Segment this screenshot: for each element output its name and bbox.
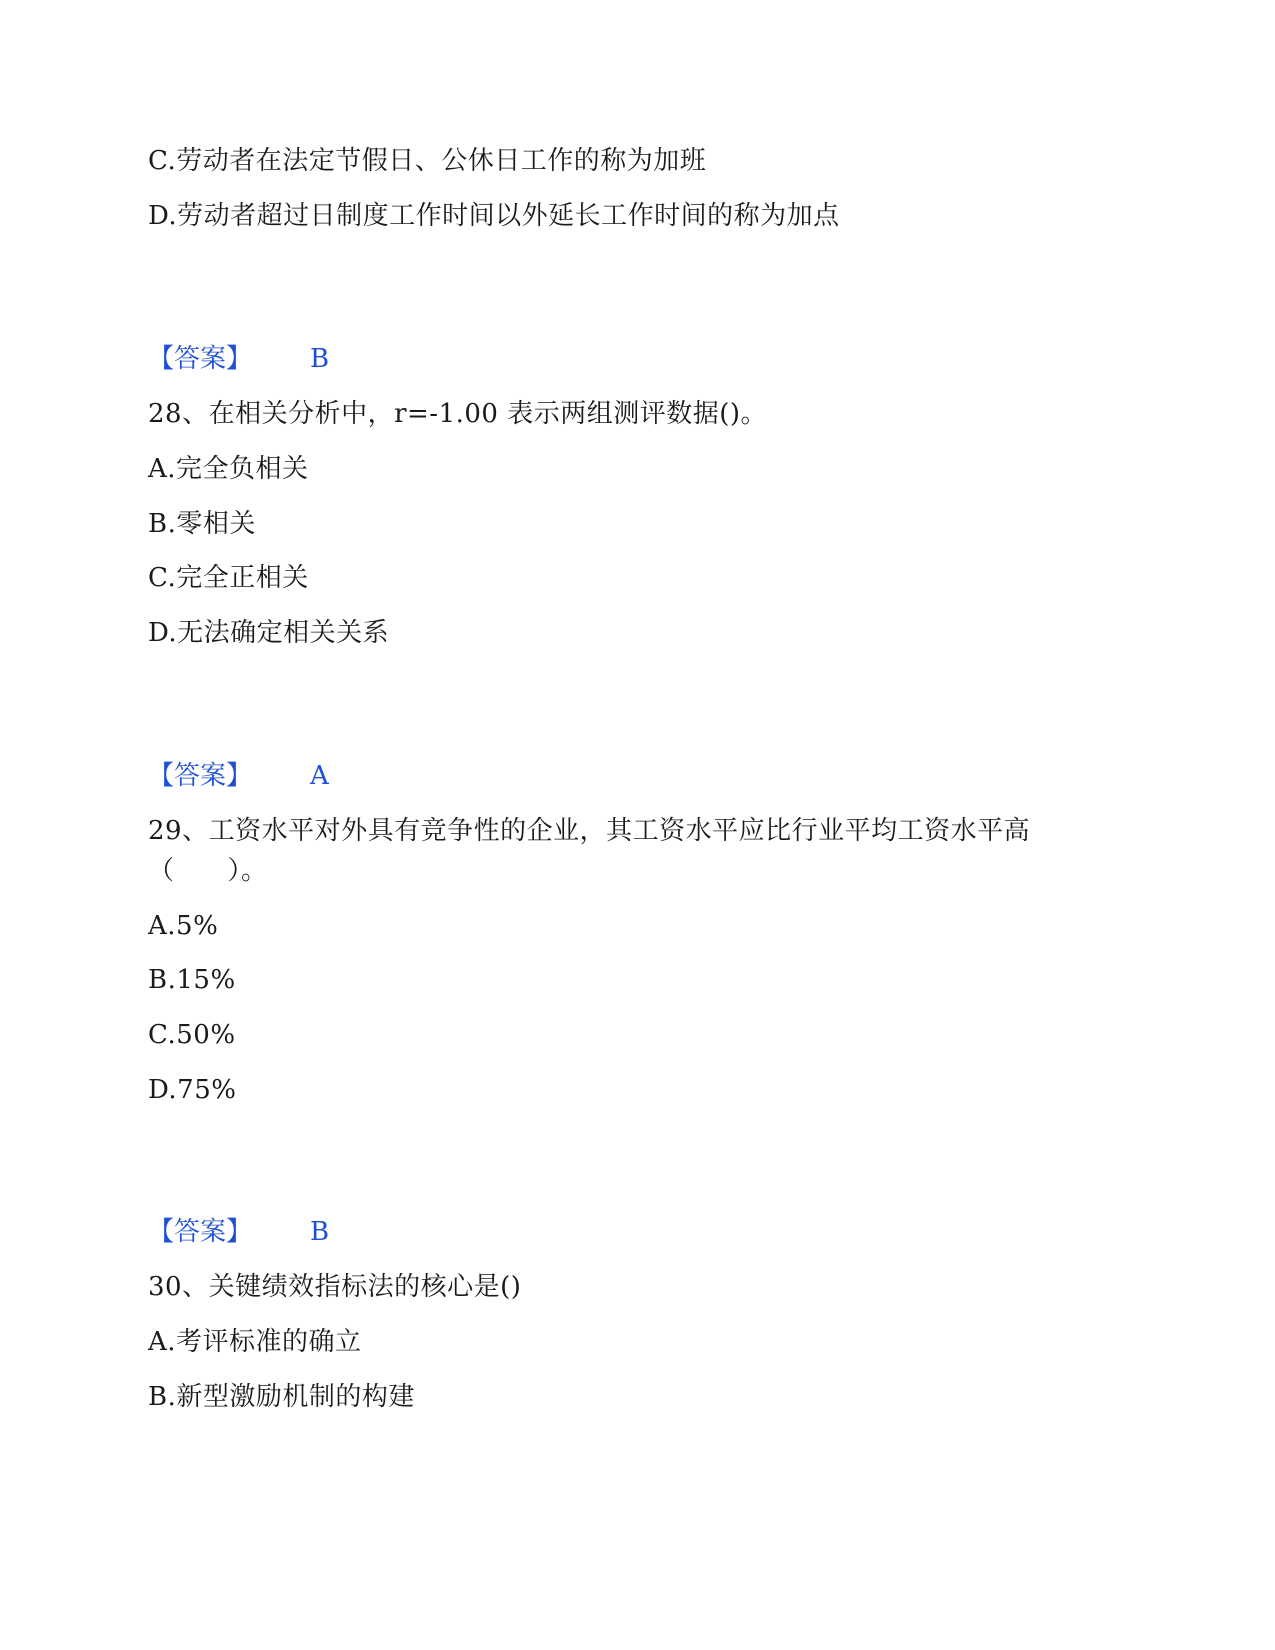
answer-value: B <box>310 1217 330 1247</box>
q28-stem: 28、在相关分析中，r=-1.00 表示两组测评数据()。 <box>148 399 768 429</box>
answer-value: A <box>310 761 329 791</box>
q28-option-a: A.完全负相关 <box>148 454 309 484</box>
answer-28 <box>148 760 329 792</box>
q29-stem-line2: （ ）。 <box>148 856 268 886</box>
q29-option-a: A.5% <box>148 911 219 941</box>
q29-stem-line1: 29、工资水平对外具有竞争性的企业，其工资水平应比行业平均工资水平高 <box>148 816 1031 846</box>
q27-option-c: C.劳动者在法定节假日、公休日工作的称为加班 <box>148 146 707 176</box>
q28-option-d: D.无法确定相关关系 <box>148 618 390 648</box>
answer-27 <box>148 343 329 375</box>
q29-option-b: B.15% <box>148 965 236 995</box>
answer-value: B <box>310 344 330 374</box>
answer-label: 【答案】 <box>148 761 253 791</box>
answer-label: 【答案】 <box>148 1217 253 1247</box>
q28-option-c: C.完全正相关 <box>148 563 309 593</box>
q27-option-d: D.劳动者超过日制度工作时间以外延长工作时间的称为加点 <box>148 201 840 231</box>
answer-29 <box>148 1216 329 1248</box>
q30-option-b: B.新型激励机制的构建 <box>148 1382 415 1412</box>
q28-option-b: B.零相关 <box>148 509 256 539</box>
q30-stem: 30、关键绩效指标法的核心是() <box>148 1272 522 1302</box>
q29-option-c: C.50% <box>148 1020 236 1050</box>
q30-option-a: A.考评标准的确立 <box>148 1327 362 1357</box>
q29-option-d: D.75% <box>148 1075 237 1105</box>
answer-label: 【答案】 <box>148 344 253 374</box>
